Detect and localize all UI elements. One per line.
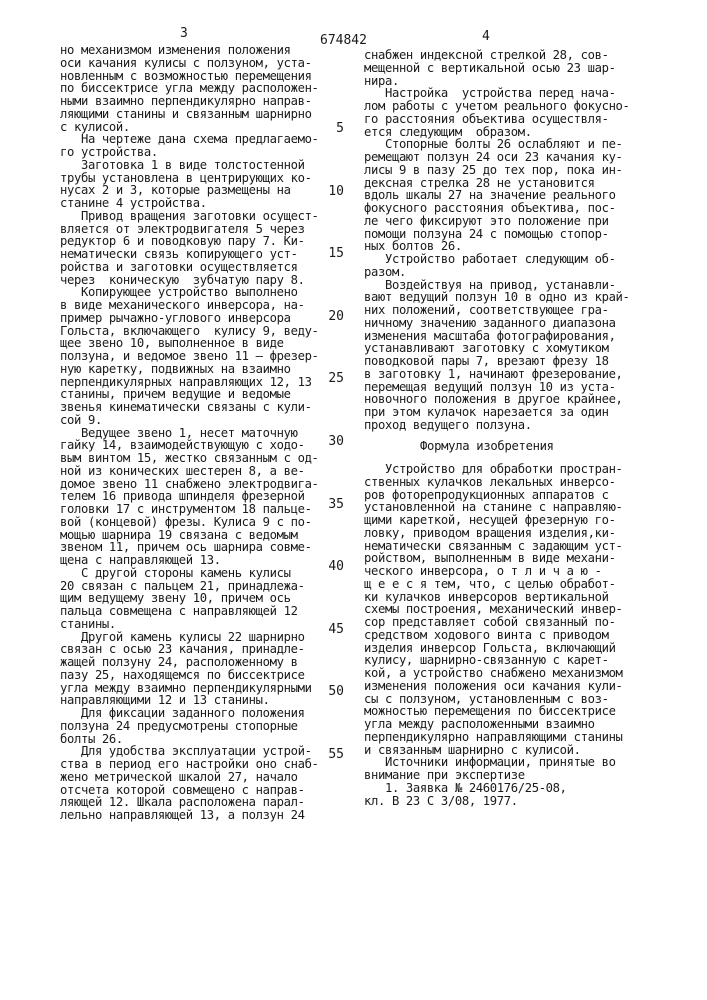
text-line: мещенной с вертикальной осью 23 шар- xyxy=(364,62,630,75)
text-line: проход ведущего ползуна. xyxy=(364,419,630,432)
text-line: новочного положения в другое крайнее, xyxy=(364,393,630,406)
text-line: го расстояния объектива осуществля- xyxy=(364,113,630,126)
text-line: ляющими станины и связанным шарнирно xyxy=(60,108,319,121)
text-line: изделия инверсор Гольста, включающий xyxy=(364,642,623,655)
text-line: пример рычажно-углового инверсора xyxy=(60,312,319,325)
right-column-claims xyxy=(364,463,623,807)
text-line: ничному значению заданного диапазона xyxy=(364,317,630,330)
text-line: них положений, соответствующее гра- xyxy=(364,304,630,317)
text-line: станине 4 устройства. xyxy=(60,197,319,210)
text-line: перпендикулярных направляющих 12, 13 xyxy=(60,376,319,389)
text-line: Воздействуя на привод, устанавли- xyxy=(364,279,630,292)
text-line: Для удобства эксплуатации устрой- xyxy=(60,745,319,758)
text-line: Копирующее устройство выполнено xyxy=(60,286,319,299)
text-line: лом работы с учетом реального фокусно- xyxy=(364,100,630,113)
text-line: и связанным шарнирно с кулисой. xyxy=(364,744,623,757)
text-line: в виде механического инверсора, на- xyxy=(60,299,319,312)
text-line: 1. Заявка № 2460176/25-08, xyxy=(364,782,623,795)
text-line: ройства и заготовки осуществляется xyxy=(60,261,319,274)
text-line: вдоль шкалы 27 на значение реального xyxy=(364,189,630,202)
text-line: пальца совмещена с направляющей 12 xyxy=(60,605,319,618)
text-line: ремещают ползун 24 оси 23 качания ку- xyxy=(364,151,630,164)
text-line: ройством, выполненным в виде механи- xyxy=(364,552,623,565)
text-line: дексная стрелка 28 не установится xyxy=(364,177,630,190)
text-line: Устройство работает следующим об- xyxy=(364,253,630,266)
text-line: Устройство для обработки простран- xyxy=(364,463,623,476)
line-number: 50 xyxy=(318,684,344,699)
text-line: в заготовку 1, начинают фрезерование, xyxy=(364,368,630,381)
text-line: вляется от электродвигателя 5 через xyxy=(60,223,319,236)
text-line: новленным с возможностью перемещения xyxy=(60,70,319,83)
text-line: станины. xyxy=(60,618,319,631)
patent-number: 674842 xyxy=(320,33,367,48)
text-line: Гольста, включающего кулису 9, веду- xyxy=(60,325,319,338)
text-line: сой 9. xyxy=(60,414,319,427)
text-line: установленной на станине с направляю- xyxy=(364,501,623,514)
text-line: можностью перемещения по биссектрисе xyxy=(364,705,623,718)
text-line: щими кареткой, несущей фрезерную го- xyxy=(364,514,623,527)
text-line: Настройка устройства перед нача- xyxy=(364,87,630,100)
text-line: ных болтов 26. xyxy=(364,240,630,253)
text-line: звеном 11, причем ось шарнира совме- xyxy=(60,541,319,554)
text-line: редуктор 6 и поводковую пару 7. Ки- xyxy=(60,235,319,248)
text-line: Ведущее звено 1, несет маточную xyxy=(60,427,319,440)
text-line: С другой стороны камень кулисы xyxy=(60,567,319,580)
text-line: ства в период его настройки оно снаб- xyxy=(60,758,319,771)
text-line: Привод вращения заготовки осущест- xyxy=(60,210,319,223)
text-line: но механизмом изменения положения xyxy=(60,44,319,57)
text-line: 20 связан с пальцем 21, принадлежа- xyxy=(60,580,319,593)
text-line: по биссектрисе угла между расположен- xyxy=(60,82,319,95)
text-line: направляющими 12 и 13 станины. xyxy=(60,694,319,707)
text-line: схемы построения, механический инвер- xyxy=(364,603,623,616)
text-line: Заготовка 1 в виде толстостенной xyxy=(60,159,319,172)
text-line: изменения положения оси качания кули- xyxy=(364,680,623,693)
text-line: пазу 25, находящемся по биссектрисе xyxy=(60,669,319,682)
claims-heading: Формула изобретения xyxy=(420,439,554,453)
text-line: ров фоторепродукционных аппаратов с xyxy=(364,489,623,502)
text-line: через коническую зубчатую пару 8. xyxy=(60,274,319,287)
text-line: лельно направляющей 13, а ползун 24 xyxy=(60,809,319,822)
right-column-description xyxy=(364,49,630,432)
text-line: ползуна 24 предусмотрены стопорные xyxy=(60,720,319,733)
text-line: поводковой пары 7, врезают фрезу 18 xyxy=(364,355,630,368)
line-number: 30 xyxy=(318,434,344,449)
text-line: нематически связанным с задающим уст- xyxy=(364,540,623,553)
text-line: телем 16 привода шпинделя фрезерной xyxy=(60,490,319,503)
text-line: лисы 9 в пазу 25 до тех пор, пока ин- xyxy=(364,164,630,177)
text-line: нира. xyxy=(364,75,630,88)
text-line: ле чего фиксируют это положение при xyxy=(364,215,630,228)
page-number-left: 3 xyxy=(180,26,188,41)
text-line: угла между взаимно перпендикулярными xyxy=(60,682,319,695)
line-number: 15 xyxy=(318,246,344,261)
text-line: головки 17 с инструментом 18 пальце- xyxy=(60,503,319,516)
text-line: отсчета которой совмещено с направ- xyxy=(60,784,319,797)
text-line: с кулисой. xyxy=(60,121,319,134)
text-line: нематически связь копирующего уст- xyxy=(60,248,319,261)
page-number-right: 4 xyxy=(482,29,490,44)
text-line: вым винтом 15, жестко связанным с од- xyxy=(60,452,319,465)
text-line: ческого инверсора, о т л и ч а ю - xyxy=(364,565,623,578)
text-line: ственных кулачков лекальных инверсо- xyxy=(364,476,623,489)
text-line: перемещая ведущий ползун 10 из уста- xyxy=(364,381,630,394)
line-number: 10 xyxy=(318,184,344,199)
text-line: оси качания кулисы с ползуном, уста- xyxy=(60,57,319,70)
text-line: помощи ползуна 24 с помощью стопор- xyxy=(364,228,630,241)
text-line: щ е е с я тем, что, с целью обработ- xyxy=(364,578,623,591)
text-line: Стопорные болты 26 ослабляют и пе- xyxy=(364,138,630,151)
line-number: 45 xyxy=(318,622,344,637)
text-line: внимание при экспертизе xyxy=(364,769,623,782)
text-line: ную каретку, подвижных на взаимно xyxy=(60,363,319,376)
text-line: щим ведущему звену 10, причем ось xyxy=(60,592,319,605)
text-line: ки кулачков инверсоров вертикальной xyxy=(364,591,623,604)
text-line: Другой камень кулисы 22 шарнирно xyxy=(60,631,319,644)
text-line: го устройства. xyxy=(60,146,319,159)
text-line: нусах 2 и 3, которые размещены на xyxy=(60,184,319,197)
text-line: связан с осью 23 качания, принадле- xyxy=(60,643,319,656)
text-line: сор представляет собой связанный по- xyxy=(364,616,623,629)
text-line: ляющей 12. Шкала расположена парал- xyxy=(60,796,319,809)
text-line: изменения масштаба фотографирования, xyxy=(364,330,630,343)
text-line: ными взаимно перпендикулярно направ- xyxy=(60,95,319,108)
line-number: 55 xyxy=(318,747,344,762)
text-line: станины, причем ведущие и ведомые xyxy=(60,388,319,401)
text-line: кой, а устройство снабжено механизмом xyxy=(364,667,623,680)
text-line: болты 26. xyxy=(60,733,319,746)
line-number: 20 xyxy=(318,309,344,324)
text-line: средством ходового винта с приводом xyxy=(364,629,623,642)
text-line: ловку, приводом вращения изделия,ки- xyxy=(364,527,623,540)
text-line: трубы установлена в центрирующих ко- xyxy=(60,172,319,185)
text-line: устанавливают заготовку с хомутиком xyxy=(364,342,630,355)
text-line: вой (концевой) фрезы. Кулиса 9 с по- xyxy=(60,516,319,529)
left-column-text xyxy=(60,44,319,822)
line-number: 35 xyxy=(318,497,344,512)
text-line: Источники информации, принятые во xyxy=(364,756,623,769)
text-line: кулису, шарнирно-связанную с карет- xyxy=(364,654,623,667)
text-line: перпендикулярно направляющими станины xyxy=(364,731,623,744)
text-line: мощью шарнира 19 связана с ведомым xyxy=(60,529,319,542)
text-line: сы с ползуном, установленным с воз- xyxy=(364,693,623,706)
text-line: снабжен индексной стрелкой 28, сов- xyxy=(364,49,630,62)
text-line: вают ведущий ползун 10 в одно из край- xyxy=(364,291,630,304)
text-line: фокусного расстояния объектива, пос- xyxy=(364,202,630,215)
text-line: гайку 14, взаимодействующую с ходо- xyxy=(60,439,319,452)
text-line: ной из конических шестерен 8, а ве- xyxy=(60,465,319,478)
text-line: На чертеже дана схема предлагаемо- xyxy=(60,133,319,146)
text-line: щее звено 10, выполненное в виде xyxy=(60,337,319,350)
text-line: Для фиксации заданного положения xyxy=(60,707,319,720)
text-line: кл. В 23 С 3/08, 1977. xyxy=(364,795,623,808)
text-line: жащей ползуну 24, расположенному в xyxy=(60,656,319,669)
text-line: домое звено 11 снабжено электродвига- xyxy=(60,478,319,491)
text-line: угла между расположенными взаимно xyxy=(364,718,623,731)
line-number: 25 xyxy=(318,371,344,386)
text-line: жено метрической шкалой 27, начало xyxy=(60,771,319,784)
text-line: ползуна, и ведомое звено 11 — фрезер- xyxy=(60,350,319,363)
text-line: разом. xyxy=(364,266,630,279)
text-line: ется следующим образом. xyxy=(364,126,630,139)
line-number: 5 xyxy=(318,121,344,136)
line-number: 40 xyxy=(318,559,344,574)
text-line: при этом кулачок нарезается за один xyxy=(364,406,630,419)
text-line: щена с направляющей 13. xyxy=(60,554,319,567)
text-line: звенья кинематически связаны с кули- xyxy=(60,401,319,414)
